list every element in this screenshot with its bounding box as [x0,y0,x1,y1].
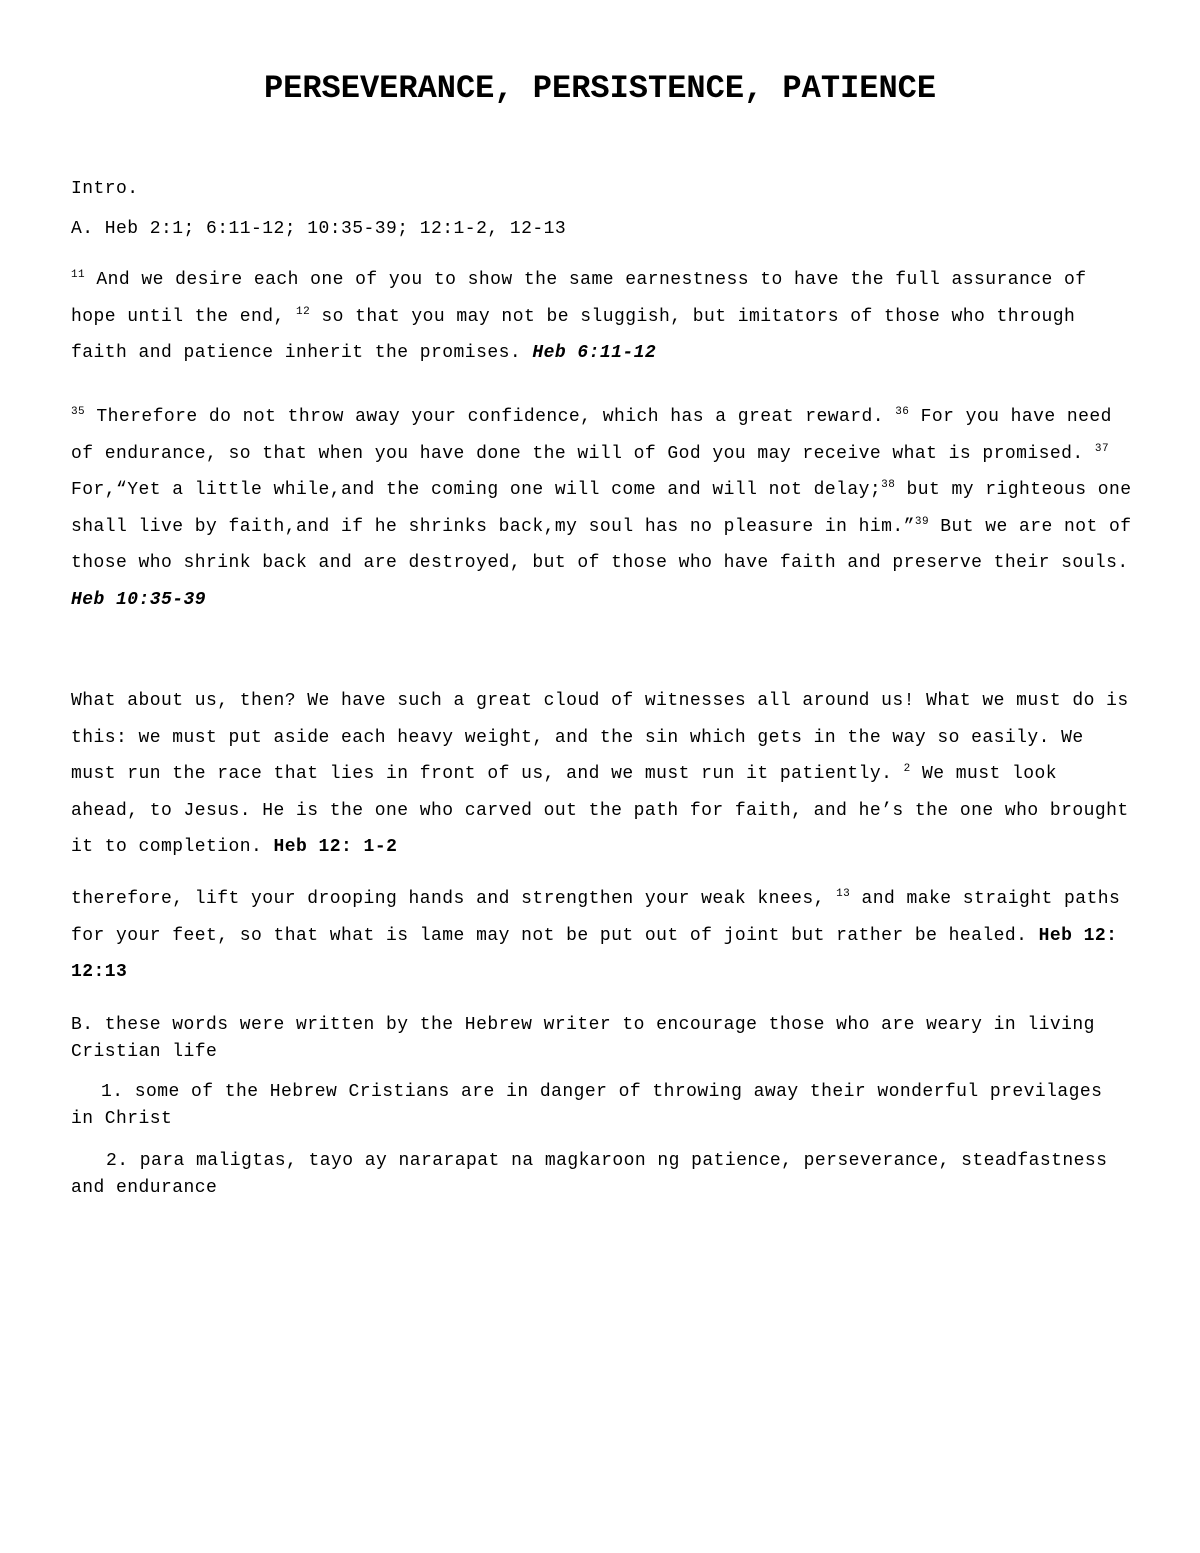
verse-number: 39 [914,515,929,528]
point-2 [71,1148,1133,1202]
verse-number: 36 [895,406,910,418]
verse-text: and make straight paths for your feet, so that what is lame may not be put out of joint but rather be healed. [71,889,1121,946]
section-a-references: A. Heb 2:1; 6:11-12; 10:35-39; 12:1-2, 12-13 [71,219,567,239]
verse-text: For,“Yet a little while,and the coming one will come and will not delay; [71,480,882,500]
verse-text: And we desire each one of you to show the same earnestness to have the full assurance of hope until the end, [71,270,1087,327]
verse-text: but my righteous one shall live by faith,and if he shrinks back,my soul has no pleasure in him.” [71,480,1132,537]
scripture-reference: Heb 10:35-39 [71,589,207,610]
passage-heb-12-1-2 [71,683,1133,866]
passage-heb-6-11-12 [71,262,1133,372]
verse-text: so that you may not be sluggish, but imitators of those who through faith and patience inherit the promises. [71,306,1076,363]
point-2-text: 2. para maligtas, tayo ay nararapat na magkaroon ng patience, perseverance, steadfastness and endurance [71,1151,1108,1198]
passage-heb-10-35-39 [71,399,1133,618]
verse-text: But we are not of those who shrink back and are destroyed, but of those who have faith and preserve their souls. [71,516,1132,573]
verse-text: Therefore do not throw away your confidence, which has a great reward. [85,407,896,427]
scripture-reference: Heb 6:11-12 [532,343,657,363]
verse-number: 11 [71,269,86,281]
section-b-text: B. these words were written by the Hebrew writer to encourage those who are weary in living Cristian life [71,1015,1095,1062]
scripture-reference: Heb 12: 1-2 [273,837,398,857]
point-1 [71,1079,1133,1133]
page-title: PERSEVERANCE, PERSISTENCE, PATIENCE [263,70,937,107]
verse-number: 37 [1094,442,1110,455]
verse-text: We must look ahead, to Jesus. He is the one who carved out the path for faith, and he’s the one who brought it to completion. [71,764,1129,857]
scripture-reference: Heb 12: 12:13 [71,925,1118,982]
verse-number: 12 [296,305,311,318]
passage-heb-12-12-13 [71,881,1133,991]
passage-text: What about us, then? We have such a great cloud of witnesses all around us! What we must do is this: we must put aside each heavy weight, and the sin which gets in the way so easily. We must run the race that lies in front of us, and we must run it patiently. [71,691,1129,784]
verse-number: 35 [71,406,86,418]
point-1-text: 1. some of the Hebrew Cristians are in danger of throwing away their wonderful previlages in Christ [71,1082,1103,1129]
intro-label: Intro. [71,179,139,199]
verse-number: 2 [903,763,911,775]
verse-text: For you have need of endurance, so that when you have done the will of God you may receive what is promised. [71,407,1112,464]
verse-number: 38 [881,479,896,491]
verse-number: 13 [836,888,851,900]
passage-text: therefore, lift your drooping hands and strengthen your weak knees, [71,889,837,909]
